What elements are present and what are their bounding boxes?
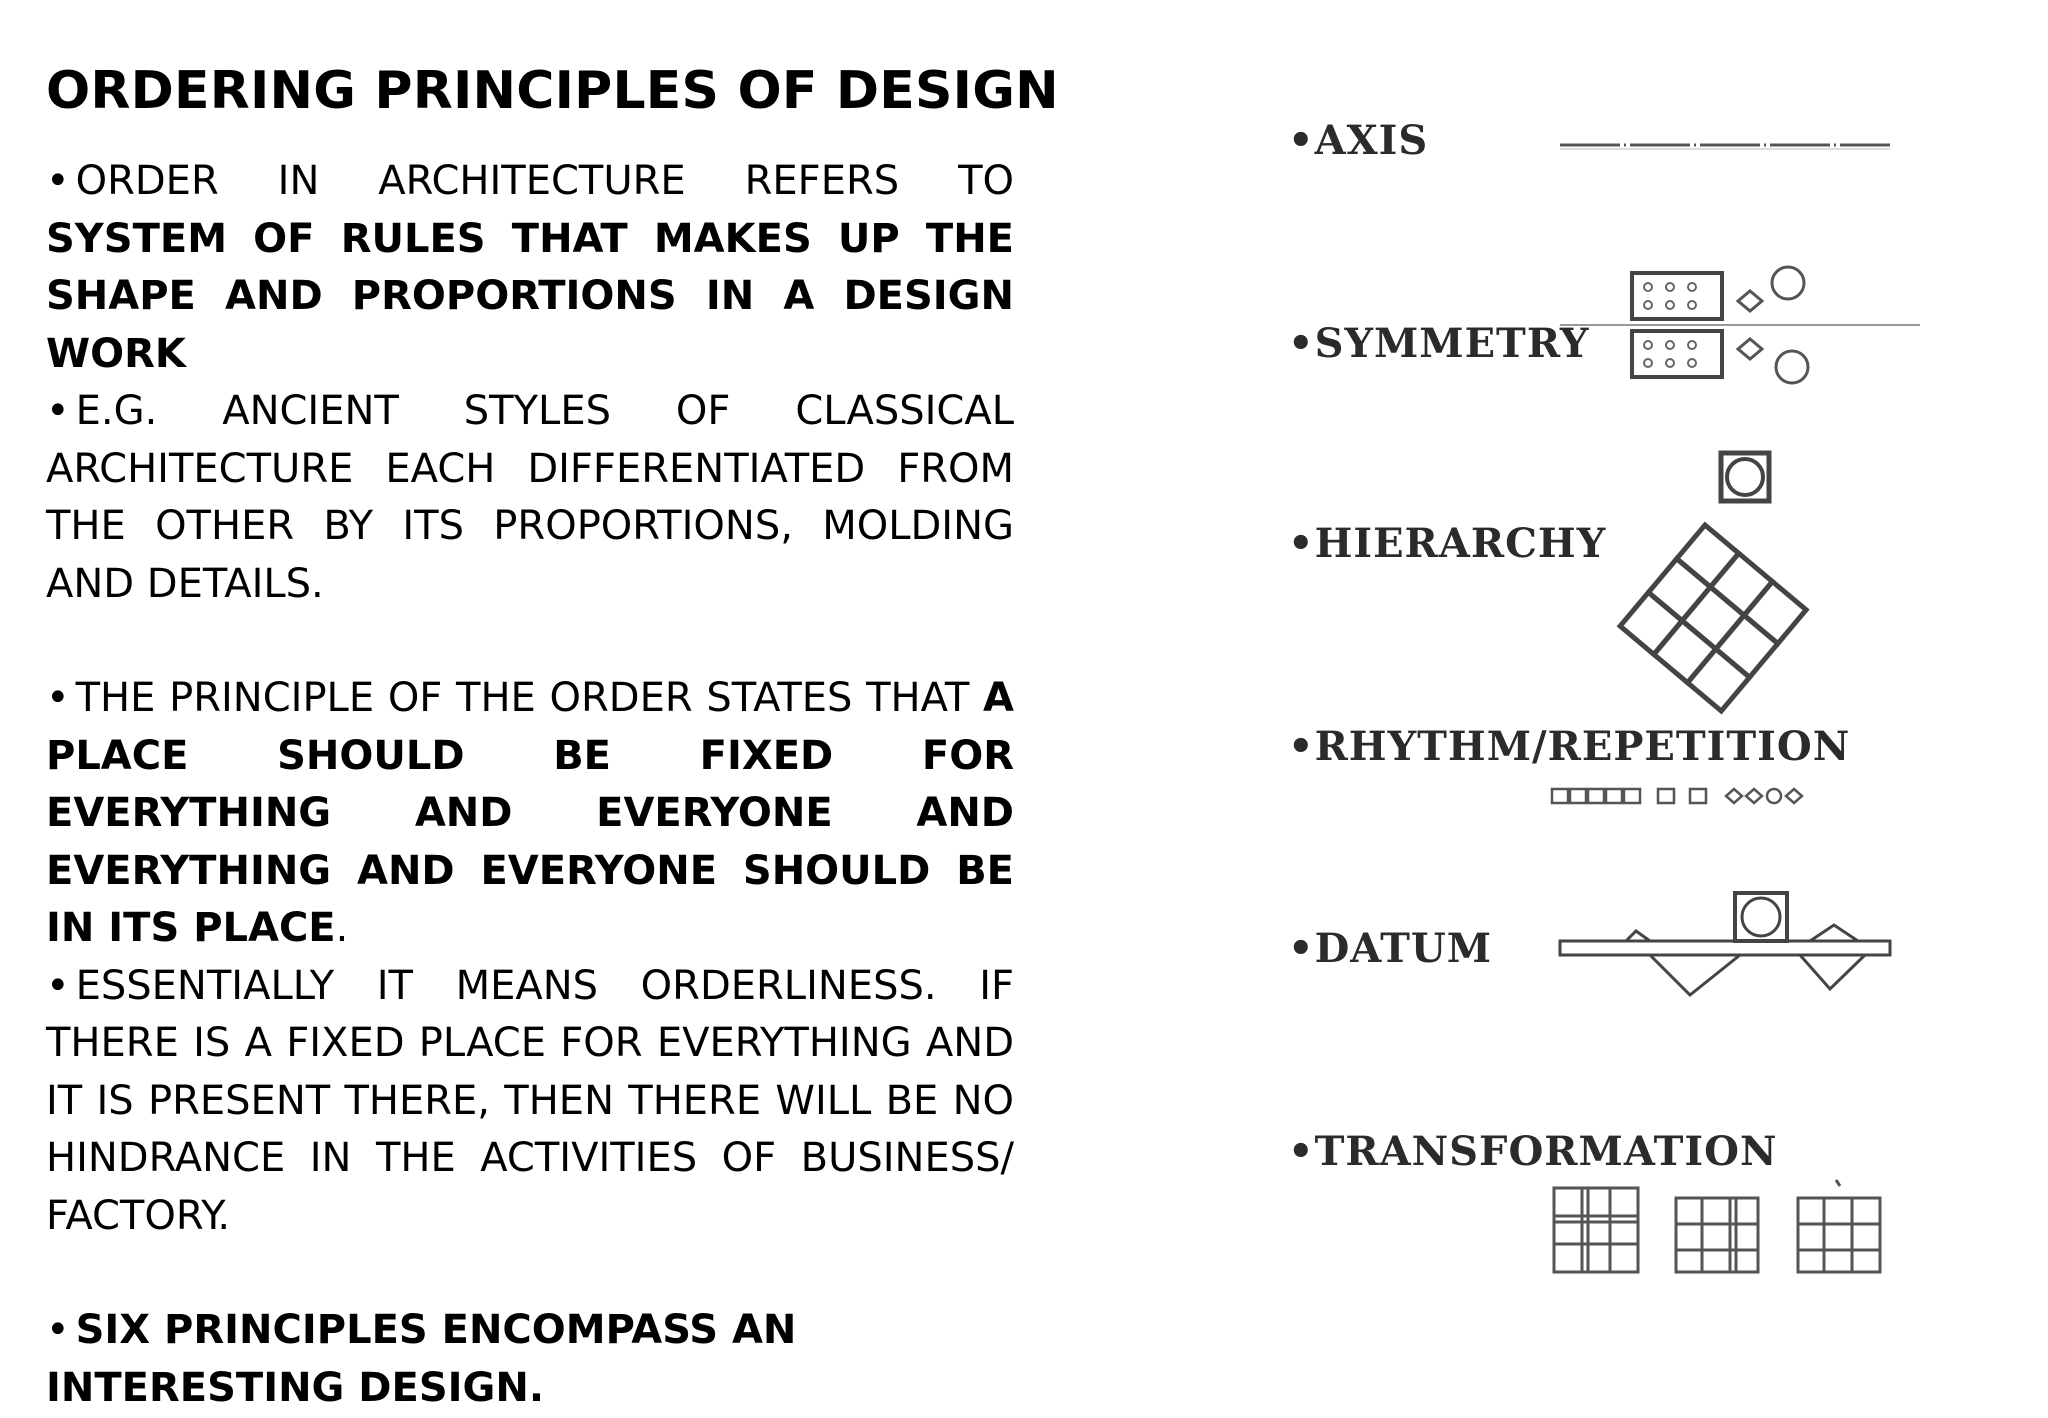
transformation-grids-icon: [1550, 1180, 1910, 1280]
paragraph-six-principles: [46, 1302, 1014, 1417]
paragraph-emphasis: A PLACE SHOULD BE FIXED FOR EVERYTHING AND EVERYONE AND EVERYTHING AND EVERYONE SHOULD BE IN ITS PLACE: [46, 675, 1014, 951]
repetition-squares-icon: [1550, 783, 1910, 813]
principle-label-symmetry: •SYMMETRY: [1288, 320, 1590, 367]
principle-label-axis: •AXIS: [1288, 117, 1429, 164]
principle-label-transformation: •TRANSFORMATION: [1288, 1128, 1778, 1175]
bullet: •: [46, 675, 70, 721]
symmetry-icon: [1560, 265, 1920, 395]
bullet: •: [46, 388, 70, 434]
datum-icon: [1550, 885, 1910, 1015]
paragraph-orderliness: [46, 958, 1014, 1246]
bullet: •: [46, 1307, 70, 1353]
paragraph-principle-of-order: [46, 670, 1014, 958]
paragraph-text: ORDER IN ARCHITECTURE REFERS TO: [75, 158, 1014, 204]
paragraph-example: [46, 383, 1014, 613]
slide-title: ORDERING PRINCIPLES OF DESIGN: [46, 60, 1059, 121]
principle-label-datum: •DATUM: [1288, 925, 1493, 972]
paragraph-text: E.G. ANCIENT STYLES OF CLASSICAL ARCHITECTURE EACH DIFFERENTIATED FROM THE OTHER BY ITS PROPORTIONS, MOLDING AND DETAILS.: [46, 388, 1014, 607]
axis-line-icon: [1560, 135, 1900, 175]
principle-label-hierarchy: •HIERARCHY: [1288, 520, 1607, 567]
paragraph-emphasis: SIX PRINCIPLES ENCOMPASS AN INTERESTING DESIGN.: [46, 1307, 797, 1411]
paragraph-emphasis: SYSTEM OF RULES THAT MAKES UP THE SHAPE AND PROPORTIONS IN A DESIGN WORK: [46, 215, 1014, 377]
bullet: •: [46, 962, 70, 1009]
paragraph-text: .: [335, 905, 349, 951]
paragraph-order-definition: [46, 153, 1014, 383]
paragraph-text: THE PRINCIPLE OF THE ORDER STATES THAT: [75, 675, 984, 721]
hierarchy-grid-icon: [1605, 445, 1835, 675]
principles-diagram-panel: [1260, 95, 1920, 1345]
bullet: •: [46, 158, 70, 204]
body-text: [46, 153, 1014, 1417]
principle-label-rhythm-repetition: •RHYTHM/REPETITION: [1288, 723, 1851, 770]
paragraph-text: ESSENTIALLY IT MEANS ORDERLINESS. IF THERE IS A FIXED PLACE FOR EVERYTHING AND IT IS PRESENT THERE, THEN THERE WILL BE NO HINDRANCE IN THE ACTIVITIES OF BUSINESS/ FACTORY.: [46, 962, 1014, 1239]
